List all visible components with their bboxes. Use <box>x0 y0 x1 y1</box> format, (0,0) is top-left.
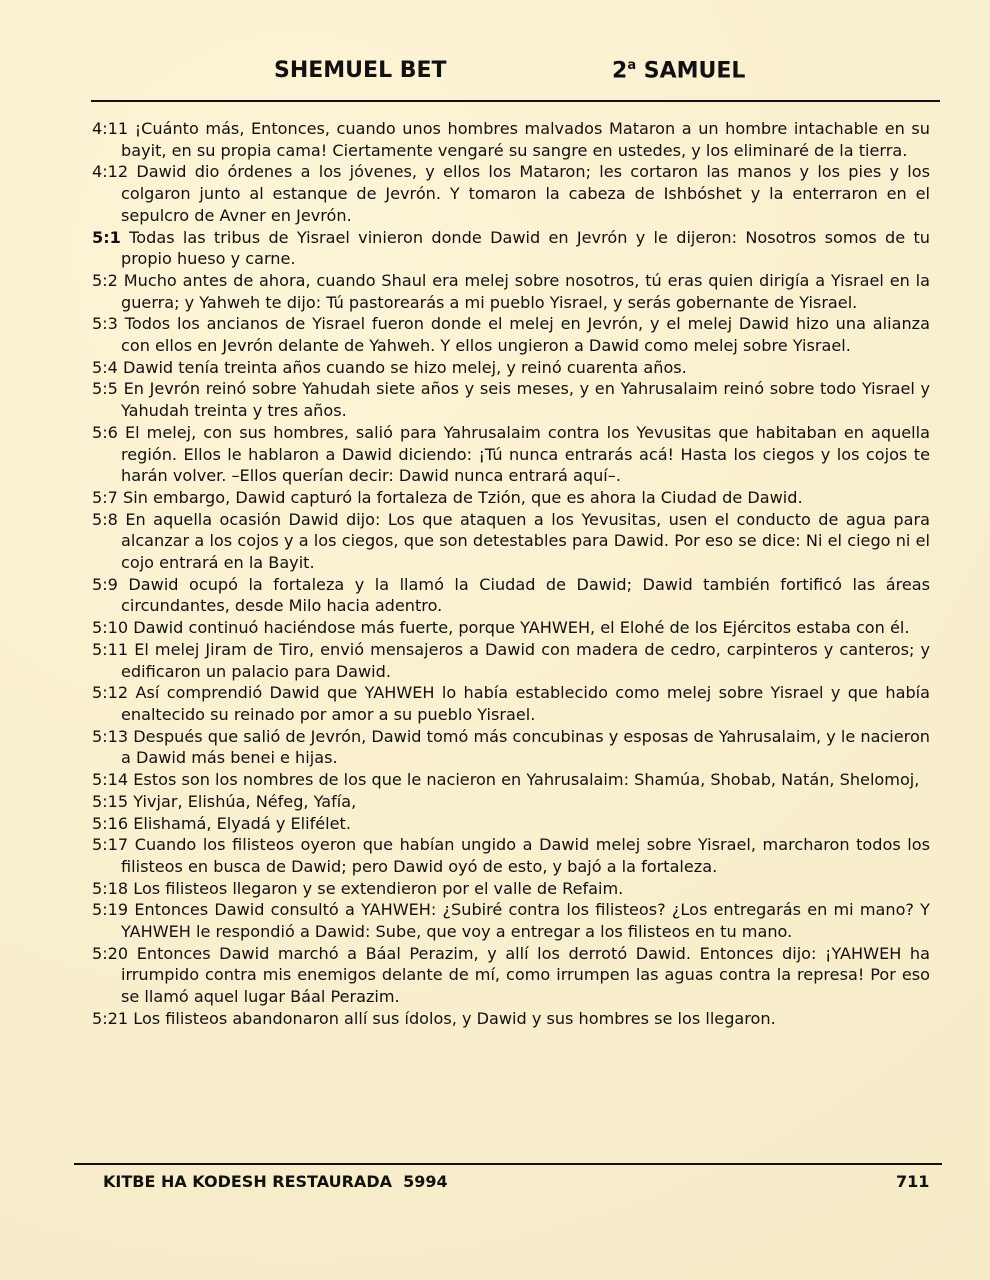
verse <box>92 878 930 900</box>
book-number: 2 <box>612 58 628 84</box>
verse-text: Así comprendió Dawid que YAHWEH lo había establecido como melej sobre Yisrael y que había enaltecido su reinado por amor a su pueblo Yisrael. <box>121 683 930 724</box>
footer-rule <box>74 1163 942 1165</box>
verse <box>92 357 930 379</box>
book-title-samuel: SAMUEL <box>643 58 746 84</box>
verse <box>92 227 930 270</box>
verse <box>92 617 930 639</box>
verse <box>92 726 930 769</box>
verse-text: Dawid continuó haciéndose más fuerte, porque YAHWEH, el Elohé de los Ejércitos estaba con él. <box>133 618 910 638</box>
verse-ref: 5:3 <box>92 314 118 334</box>
verse-text: Dawid dio órdenes a los jóvenes, y ellos los Mataron; les cortaron las manos y los pies y los colgaron junto al estanque de Jevrón. Y tomaron la cabeza de Ishbóshet y la enterraron en el sepulcro de Avner en Jevrón. <box>121 162 930 225</box>
verse <box>92 313 930 356</box>
verse <box>92 161 930 226</box>
verse-text: Elishamá, Elyadá y Elifélet. <box>133 813 351 833</box>
verse-text: Entonces Dawid consultó a YAHWEH: ¿Subiré contra los filisteos? ¿Los entregarás en mi mano? Y YAHWEH le respondió a Dawid: Sube, que voy a entregar a los filisteos en tu mano. <box>121 900 930 942</box>
verse-ref: 5:20 <box>92 943 129 963</box>
verse <box>92 943 930 1008</box>
book-title-spanish <box>612 58 745 83</box>
page-number: 711 <box>896 1172 930 1191</box>
verse-ref: 5:12 <box>92 683 129 703</box>
verse-text: Yivjar, Elishúa, Néfeg, Yafía, <box>133 791 357 811</box>
verse <box>92 1008 930 1030</box>
verse-ref: 5:21 <box>92 1008 129 1028</box>
footer-title: KITBE HA KODESH RESTAURADA 5994 <box>103 1172 448 1191</box>
verse-text: Los filisteos abandonaron allí sus ídolos, y Dawid y sus hombres se los llegaron. <box>133 1008 776 1028</box>
verse-text: Entonces Dawid marchó a Báal Perazim, y allí los derrotó Dawid. Entonces dijo: ¡YAHWEH ha irrumpido contra mis enemigos delante de mí, como irrumpen las aguas contra la represa! Por eso se llamó aquel lugar Báal Perazim. <box>121 943 930 1007</box>
verse-ref: 5:19 <box>92 900 129 920</box>
verse-ref: 5:8 <box>92 509 118 529</box>
verse-text: ¡Cuánto más, Entonces, cuando unos hombres malvados Mataron a un hombre intachable en su bayit, en su propia cama! Ciertamente vengaré su sangre en ustedes, y los eliminaré de la tierra. <box>121 119 930 160</box>
verse <box>92 682 930 725</box>
verse-text: En aquella ocasión Dawid dijo: Los que ataquen a los Yevusitas, usen el conducto de agua para alcanzar a los cojos y a los ciegos, que son detestables para Dawid. Por eso se dice: Ni el ciego ni el cojo entrará en la Bayit. <box>121 509 930 573</box>
verse-ref: 5:18 <box>92 878 129 898</box>
verse-ref: 5:13 <box>92 726 129 746</box>
verse-ref: 4:11 <box>92 119 129 138</box>
verse-text: Mucho antes de ahora, cuando Shaul era melej sobre nosotros, tú eras quien dirigía a Yisrael en la guerra; y Yahweh te dijo: Tú pastorearás a mi pueblo Yisrael, y serás gobernante de Yisrael. <box>121 270 931 312</box>
verse-ref: 5:15 <box>92 791 129 811</box>
verse-text: Cuando los filisteos oyeron que habían ungido a Dawid melej sobre Yisrael, marcharon todos los filisteos en busca de Dawid; pero Dawid oyó de esto, y bajó a la fortaleza. <box>121 835 930 876</box>
verse-ref: 5:10 <box>92 618 129 638</box>
verse-text: Todos los ancianos de Yisrael fueron donde el melej en Jevrón, y el melej Dawid hizo una alianza con ellos en Jevrón delante de Yahweh. Y ellos ungieron a Dawid como melej sobre Yisrael. <box>121 314 930 356</box>
verse-text: Sin embargo, Dawid capturó la fortaleza de Tzión, que es ahora la Ciudad de Dawid. <box>123 487 803 507</box>
header-rule <box>91 100 940 102</box>
verse <box>92 791 930 813</box>
page-header <box>92 58 940 98</box>
verse-text: Después que salió de Jevrón, Dawid tomó más concubinas y esposas de Yahrusalaim, y le nacieron a Dawid más benei e hijas. <box>121 726 930 768</box>
verse <box>92 899 930 942</box>
verse <box>92 378 930 421</box>
verse-text: Dawid ocupó la fortaleza y la llamó la Ciudad de Dawid; Dawid también fortificó las áreas circundantes, desde Milo hacia adentro. <box>121 574 930 616</box>
verse-ref: 5:7 <box>92 487 118 507</box>
verse-text: Estos son los nombres de los que le nacieron en Yahrusalaim: Shamúa, Shobab, Natán, Shelomoj, <box>133 770 920 790</box>
verse-ref: 5:11 <box>92 639 129 659</box>
verse-text: Los filisteos llegaron y se extendieron por el valle de Refaim. <box>133 878 624 898</box>
verse-ref: 5:9 <box>92 574 118 594</box>
book-number-ordinal: a <box>627 58 637 73</box>
verse-text: En Jevrón reinó sobre Yahudah siete años y seis meses, y en Yahrusalaim reinó sobre todo Yisrael y Yahudah treinta y tres años. <box>121 379 930 421</box>
verse <box>92 270 930 313</box>
verse-text: Dawid tenía treinta años cuando se hizo melej, y reinó cuarenta años. <box>123 357 687 377</box>
verse <box>92 509 930 574</box>
verse <box>92 639 930 682</box>
verse-ref: 5:4 <box>92 357 118 377</box>
verse <box>92 769 930 791</box>
verse-ref: 5:2 <box>92 270 118 290</box>
verse-text: Todas las tribus de Yisrael vinieron donde Dawid en Jevrón y le dijeron: Nosotros somos de tu propio hueso y carne. <box>121 227 930 269</box>
verse <box>92 487 930 509</box>
book-title-hebrew: SHEMUEL BET <box>274 58 447 83</box>
verse <box>92 422 930 487</box>
verse-text: El melej, con sus hombres, salió para Yahrusalaim contra los Yevusitas que habitaban en aquella región. Ellos le hablaron a Dawid diciendo: ¡Tú nunca entrarás acá! Hasta los ciegos y los cojos te harán volver. –Ellos querían decir: Dawid nunca entrará aquí–. <box>121 422 930 486</box>
verse-ref: 5:5 <box>92 379 118 399</box>
verse-text: El melej Jiram de Tiro, envió mensajeros a Dawid con madera de cedro, carpinteros y canteros; y edificaron un palacio para Dawid. <box>121 639 930 681</box>
verse-ref: 5:14 <box>92 770 129 790</box>
verse-ref: 5:16 <box>92 813 129 833</box>
verse-list <box>92 118 930 1030</box>
verse-ref: 5:6 <box>92 422 118 442</box>
verse <box>92 118 930 161</box>
verse-ref: 5:17 <box>92 835 129 855</box>
verse <box>92 813 930 835</box>
verse <box>92 574 930 617</box>
verse-ref: 5:1 <box>92 227 121 247</box>
verse <box>92 834 930 877</box>
verse-ref: 4:12 <box>92 162 129 182</box>
